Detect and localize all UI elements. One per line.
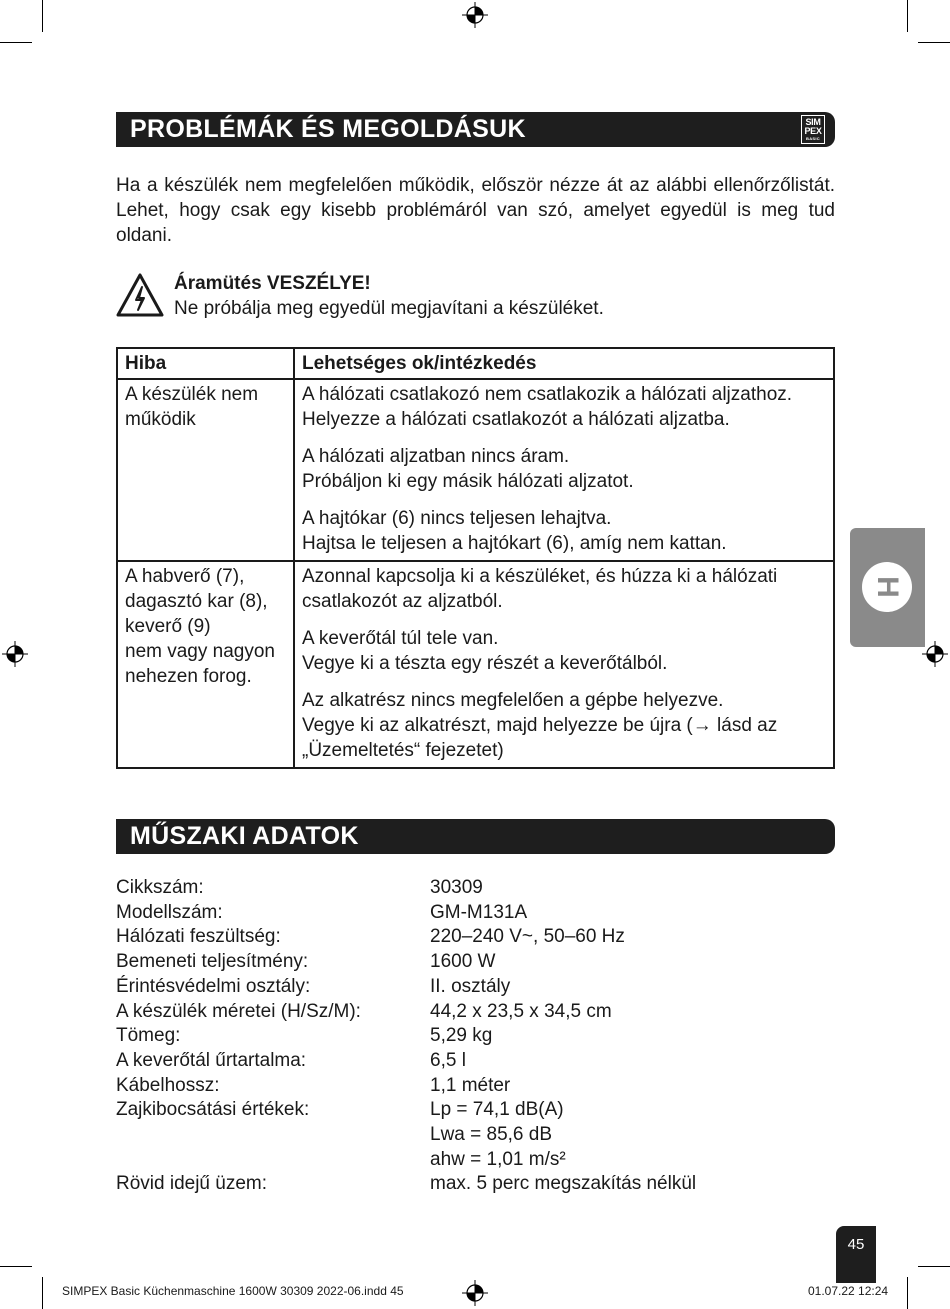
footer-timestamp: 01.07.22 12:24 [808,1284,889,1298]
section-header-troubleshooting [116,112,835,147]
arrow-right-icon: → [692,715,712,736]
remedy-cause: A hálózati csatlakozó nem csatlakozik a hálózati aljzathoz. [302,384,793,405]
spec-label: Hálózati feszültség: [116,926,281,948]
warning-title: Áramütés VESZÉLYE! [174,273,371,294]
spec-value: 44,2 x 23,5 x 34,5 cm [430,1000,612,1022]
spec-label [116,1123,430,1148]
section-title: PROBLÉMÁK ÉS MEGOLDÁSUK [130,115,526,143]
registration-mark-icon [462,1280,488,1306]
spec-label: Érintésvédelmi osztály: [116,975,311,997]
crop-mark [42,1277,43,1309]
remedy-action: Hajtsa le teljesen a hajtókart (6), amíg nem kattan. [302,533,727,554]
spec-row [116,1172,696,1197]
spec-row [116,1148,696,1173]
spec-value: 30309 [430,877,483,898]
spec-label: Bemeneti teljesítmény: [116,951,309,973]
registration-mark-icon [462,2,488,28]
spec-row [116,1024,696,1049]
remedy-item [302,444,826,494]
spec-value: 1600 W [430,951,496,973]
spec-value: II. osztály [430,975,511,997]
spec-label: Rövid idejű üzem: [116,1173,268,1195]
remedy-action-continued: „Üzemeltetés“ fejezetet) [302,740,504,761]
crop-mark [0,1266,32,1267]
registration-mark-icon [922,641,948,667]
spec-row [116,1074,696,1099]
fault-cell: A habverő (7), dagasztó kar (8), keverő (9) nem vagy nagyon nehezen forog. [117,561,294,768]
crop-mark [0,42,32,43]
spec-label: Cikkszám: [116,877,204,898]
language-tab-circle [862,562,912,612]
spec-value: max. 5 perc megszakítás nélkül [430,1173,697,1195]
remedy-cell [294,379,834,561]
spec-row [116,1049,696,1074]
column-header-remedy: Lehetséges ok/intézkedés [294,348,834,379]
spec-label: A keverőtál űrtartalma: [116,1049,307,1071]
spec-label [116,1148,430,1173]
crop-mark [918,1266,950,1267]
registration-mark-icon [2,641,28,667]
remedy-item [302,382,826,432]
table-row [117,561,834,768]
section-header-technical-data [116,819,835,854]
fault-cell: A készülék nem működik [117,379,294,561]
spec-label: Kábelhossz: [116,1074,220,1096]
remedy-cause: Az alkatrész nincs megfelelően a gépbe helyezve. [302,690,724,711]
language-tab-marker [850,528,925,647]
table-row [117,379,834,561]
intro-paragraph: Ha a készülék nem megfelelően működik, először nézze át az alábbi ellenőrzőlistát. Lehet, hogy csak egy kisebb problémáról van szó, amelyet egyedül is meg tud oldani. [116,175,835,246]
remedy-action: Helyezze a hálózati csatlakozót a hálózati aljzatba. [302,409,730,430]
spec-label: Modellszám: [116,901,223,923]
column-header-fault: Hiba [117,348,294,379]
spec-row [116,925,696,950]
spec-row [116,876,696,901]
crop-mark [918,42,950,43]
spec-row [116,1098,696,1123]
remedy-action: csatlakozót az aljzatból. [302,591,503,612]
spec-row [116,1123,696,1148]
technical-specs-list [116,876,696,1197]
spec-row [116,901,696,926]
spec-value: ahw = 1,01 m/s² [430,1148,566,1170]
table-header-row [117,348,834,379]
spec-value: Lp = 74,1 dB(A) [430,1099,564,1121]
remedy-cause: A hálózati aljzatban nincs áram. [302,446,570,467]
spec-value: 6,5 l [430,1049,466,1071]
spec-row [116,975,696,1000]
page-number: 45 [836,1226,876,1283]
spec-row [116,950,696,975]
spec-row [116,1000,696,1025]
spec-label: Tömeg: [116,1025,181,1047]
remedy-item [302,564,826,614]
crop-mark [907,1277,908,1309]
remedy-cell [294,561,834,768]
remedy-cause: Azonnal kapcsolja ki a készüléket, és húzza ki a hálózati [302,566,778,587]
remedy-action: Vegye ki az alkatrészt, majd helyezze be újra (→ lásd az [302,715,778,736]
spec-value: 220–240 V~, 50–60 Hz [430,926,625,948]
spec-label: A készülék méretei (H/Sz/M): [116,1000,361,1022]
section-title: MŰSZAKI ADATOK [130,822,359,850]
crop-mark [907,0,908,32]
crop-mark [42,0,43,32]
spec-value: 5,29 kg [430,1025,493,1047]
simpex-logo-icon: SIM PEX BASIC [801,115,825,144]
spec-value: Lwa = 85,6 dB [430,1124,553,1146]
remedy-item [302,688,826,763]
electric-shock-warning-icon [116,272,164,318]
remedy-item [302,626,826,676]
remedy-action: Próbáljon ki egy másik hálózati aljzatot. [302,471,634,492]
footer-file-info: SIMPEX Basic Küchenmaschine 1600W 30309 2022-06.indd 45 [62,1284,404,1298]
remedy-item [302,506,826,556]
language-tab-letter: H [871,576,904,598]
warning-text: Ne próbálja meg egyedül megjavítani a készüléket. [174,298,604,319]
troubleshooting-table [116,347,835,769]
remedy-action: Vegye ki a tészta egy részét a keverőtálból. [302,653,668,674]
spec-value: GM-M131A [430,901,528,923]
spec-label: Zajkibocsátási értékek: [116,1099,310,1121]
spec-value: 1,1 méter [430,1074,511,1096]
remedy-cause: A keverőtál túl tele van. [302,628,499,649]
remedy-cause: A hajtókar (6) nincs teljesen lehajtva. [302,508,612,529]
